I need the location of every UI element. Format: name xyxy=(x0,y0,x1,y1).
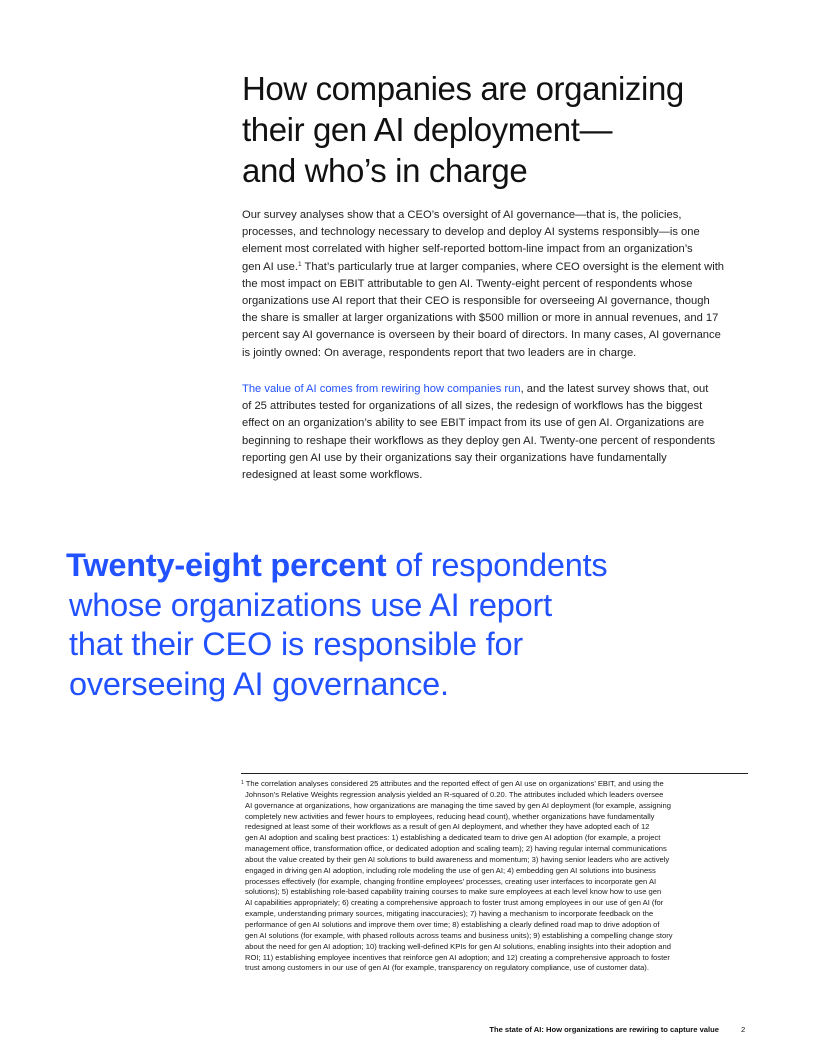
body-paragraph-2 xyxy=(242,381,752,484)
footnote-text: The correlation analyses considered 25 attributes and the reported effect of gen AI use on organizations’ EBIT, and using the xyxy=(243,779,664,788)
footnote-line: processes effectively (for example, changing frontline employees’ processes, creating user interfaces to incorporate gen AI xyxy=(245,876,657,886)
paragraph-line: beginning to reshape their workflows as they deploy gen AI. Twenty-one percent of respondents xyxy=(242,434,716,447)
paragraph-line: the most impact on EBIT attributable to gen AI. Twenty-eight percent of respondents whose xyxy=(242,277,693,290)
footnote-marker: 1 xyxy=(241,780,244,786)
pull-quote-text: of respondents xyxy=(386,547,608,583)
footnote-line: solutions); 5) establishing role-based capability training courses to make sure employees at each level know how to use gen xyxy=(245,887,662,897)
footnote-line: completely new activities and fewer hours to employees, reducing head count), whether organizations have fundamentally xyxy=(245,811,655,821)
footnote-line: redesigned at least some of their workflows as a result of gen AI deployment, and whether they have adopted each of 12 xyxy=(245,822,650,832)
footnote-line: about the need for gen AI adoption; 10) tracking well-defined KPIs for gen AI solutions, enabling insights into their adoption and xyxy=(245,941,671,951)
pull-quote-line xyxy=(66,546,706,586)
paragraph-line: Our survey analyses show that a CEO’s oversight of AI governance—that is, the policies, xyxy=(242,209,682,221)
title-line-2: their gen AI deployment— xyxy=(242,111,613,148)
paragraph-line: redesigned at least some workflows. xyxy=(242,469,423,482)
pull-quote-line: overseeing AI governance. xyxy=(69,665,449,702)
footnote-line: example, understanding primary sources, mitigating inaccuracies); 7) having a mechanism to incorporate feedback on the xyxy=(245,909,654,919)
pull-quote-line: whose organizations use AI report xyxy=(69,586,552,623)
body-paragraph-1 xyxy=(242,207,752,362)
footnote-line: gen AI solutions (for example, with phased rollouts across teams and business units); 9) establishing a compelling change story xyxy=(245,930,673,940)
footnote xyxy=(241,779,751,974)
paragraph-line: element most correlated with higher self-reported bottom-line impact from an organization’s xyxy=(242,243,693,256)
footnote-line: ROI; 11) establishing employee incentives that reinforce gen AI adoption; and 12) creating a comprehensive approach to foster xyxy=(245,952,670,962)
paragraph-text: That’s particularly true at larger companies, where CEO oversight is the element with xyxy=(301,260,725,273)
footnote-line: performance of gen AI solutions and improve them over time; 8) establishing a clearly defined road map to drive adoption of xyxy=(245,919,660,929)
paragraph-text: gen AI use. xyxy=(242,260,298,273)
pull-quote xyxy=(66,546,706,704)
footnote-line: AI capabilities appropriately; 6) creating a comprehensive approach to foster trust among employees in our use of gen AI (for xyxy=(245,898,664,908)
page-title xyxy=(242,68,762,191)
paragraph-line xyxy=(242,259,752,276)
paragraph-text: , and the latest survey shows that, out xyxy=(520,383,709,395)
paragraph-line: the share is smaller at larger organizations with $500 million or more in annual revenues, and 17 xyxy=(242,312,719,325)
title-line-1: How companies are organizing xyxy=(242,70,684,107)
footnote-divider xyxy=(241,773,748,774)
pull-quote-emphasis: Twenty-eight percent xyxy=(66,547,387,583)
page-number: 2 xyxy=(741,1025,746,1034)
footnote-line: about the value created by their gen AI solutions to build awareness and momentum; 3) having senior leaders who are actively xyxy=(245,854,670,864)
paragraph-line: reporting gen AI use by their organizations say their organizations have fundamentally xyxy=(242,451,667,464)
footnote-line: gen AI adoption and scaling best practices: 1) establishing a dedicated team to drive gen AI adoption (for example, a project xyxy=(245,833,661,843)
paragraph-line: organizations use AI report that their CEO is responsible for overseeing AI governance, though xyxy=(242,295,710,308)
footnote-line: trust among customers in our use of gen AI (for example, transparency on regulatory compliance, use of customer data). xyxy=(245,963,649,973)
footnote-reference[interactable]: 1 xyxy=(297,260,302,268)
title-line-3: and who’s in charge xyxy=(242,152,528,189)
paragraph-line: processes, and technology necessary to develop and deploy AI systems responsibly—is one xyxy=(242,226,700,239)
footnote-line: AI governance at organizations, how organizations are managing the time saved by gen AI deployment (for example, assigning xyxy=(245,800,671,810)
paragraph-line: percent say AI governance is overseen by their board of directors. In many cases, AI governance xyxy=(242,329,721,342)
running-title: The state of AI: How organizations are rewiring to capture value xyxy=(489,1025,719,1034)
paragraph-line: effect on an organization’s ability to see EBIT impact from its use of gen AI. Organizations are xyxy=(242,417,705,430)
footnote-line xyxy=(241,779,751,790)
pull-quote-line: that their CEO is responsible for xyxy=(69,626,524,662)
footnote-line: engaged in driving gen AI adoption, including role modeling the use of gen AI; 4) embedding gen AI solutions into business xyxy=(245,865,656,875)
paragraph-line: of 25 attributes tested for organizations of all sizes, the redesign of workflows has the biggest xyxy=(242,400,703,413)
paragraph-line: is jointly owned: On average, respondents report that two leaders are in charge. xyxy=(242,346,637,359)
footnote-line: Johnson’s Relative Weights regression analysis yielded an R-squared of 0.20. The attributes included which leaders oversee xyxy=(245,789,664,799)
page-footer xyxy=(0,1025,816,1039)
footnote-line: management office, transformation office, or dedicated adoption and scaling team); 2) having regular internal communications xyxy=(245,844,667,854)
paragraph-line xyxy=(242,381,752,398)
rewiring-article-link[interactable]: The value of AI comes from rewiring how companies run xyxy=(242,383,521,395)
